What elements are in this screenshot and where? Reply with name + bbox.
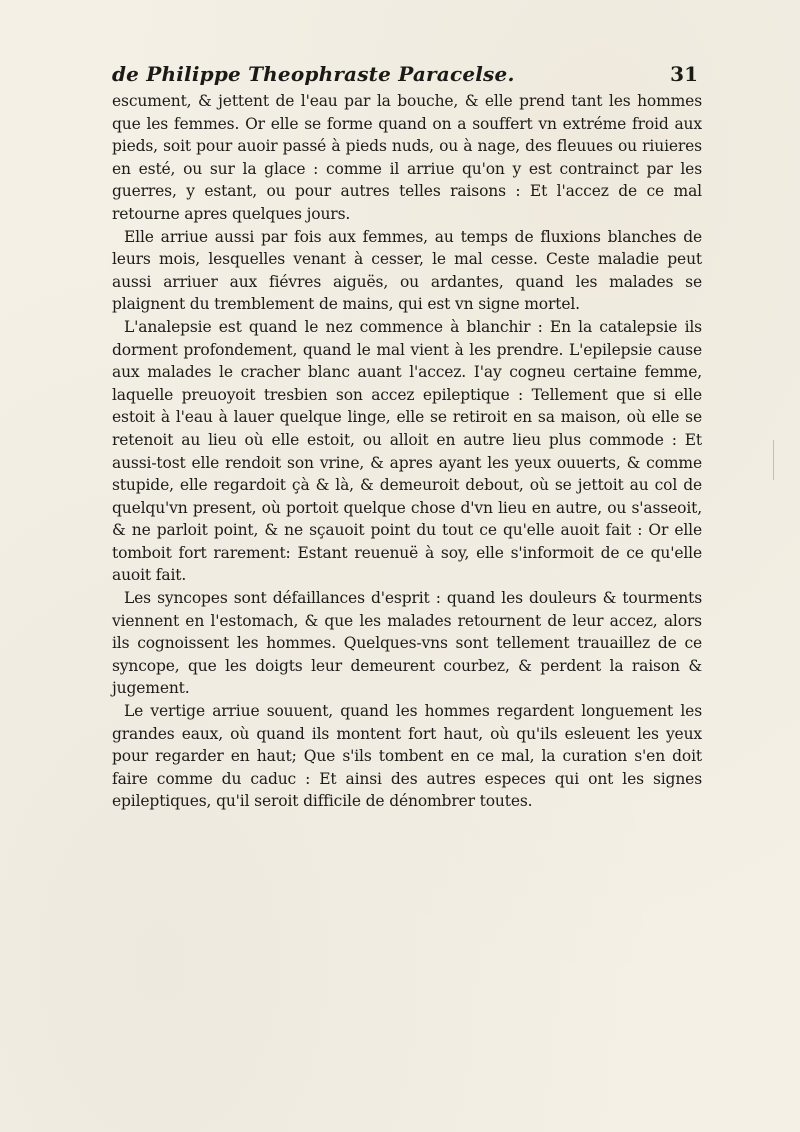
paragraph: Les syncopes sont défaillances d'esprit : quand les douleurs & tourments viennent en l'estomach, & que les malades retournent de leur accez, alors ils cognoissent les hommes. Quelques-vns sont tellement trauaillez de ce syncope, que les doigts leur demeurent courbez, & perdent la raison & jugement. <box>112 589 702 698</box>
body-text <box>112 90 702 813</box>
paragraph: escument, & jettent de l'eau par la bouche, & elle prend tant les hommes que les femmes. Or elle se forme quand on a souffert vn extréme froid aux pieds, soit pour auoir passé à pieds nuds, ou à nage, des fleuues ou riuieres en esté, ou sur la glace : comme il arriue qu'on y est contrainct par les guerres, y estant, ou pour autres telles raisons : Et l'accez de ce mal retourne apres quelques jours. <box>112 92 702 223</box>
paragraph: L'analepsie est quand le nez commence à blanchir : En la catalepsie ils dorment profondement, quand le mal vient à les prendre. L'epilepsie cause aux malades le cracher blanc auant l'accez. I'ay cogneu certaine femme, laquelle preuoyoit tresbien son accez epileptique : Tellement que si elle estoit à l'eau à lauer quelque linge, elle se retiroit en sa maison, où elle se retenoit au lieu où elle estoit, ou alloit en autre lieu plus commode : Et aussi-tost elle rendoit son vrine, & apres ayant les yeux ouuerts, & comme stupide, elle regardoit çà & là, & demeuroit debout, où se jettoit au col de quelqu'vn present, où portoit quelque chose d'vn lieu en autre, ou s'asseoit, & ne parloit point, & ne sçauoit point du tout ce qu'elle auoit fait : Or elle tomboit fort rarement: Estant reuenuë à soy, elle s'informoit de ce qu'elle auoit fait. <box>112 317 702 585</box>
running-title: de Philippe Theophraste Paracelse. <box>112 62 515 86</box>
page-number: 31 <box>670 62 698 86</box>
paper-mark <box>773 440 780 480</box>
paragraph: Le vertige arriue souuent, quand les hommes regardent longuement les grandes eaux, où quand ils montent fort haut, où qu'ils esleuent les yeux pour regarder en haut; Que s'ils tombent en ce mal, la curation s'en doit faire comme du caduc : Et ainsi des autres especes qui ont les signes epileptiques, qu'il seroit difficile de dénombrer toutes. <box>112 702 702 811</box>
page-header <box>112 56 702 90</box>
paragraph: Elle arriue aussi par fois aux femmes, au temps de fluxions blanches de leurs mois, lesquelles venant à cesser, le mal cesse. Ceste maladie peut aussi arriuer aux fiévres aiguës, ou ardantes, quand les malades se plaignent du tremblement de mains, qui est vn signe mortel. <box>112 227 702 314</box>
